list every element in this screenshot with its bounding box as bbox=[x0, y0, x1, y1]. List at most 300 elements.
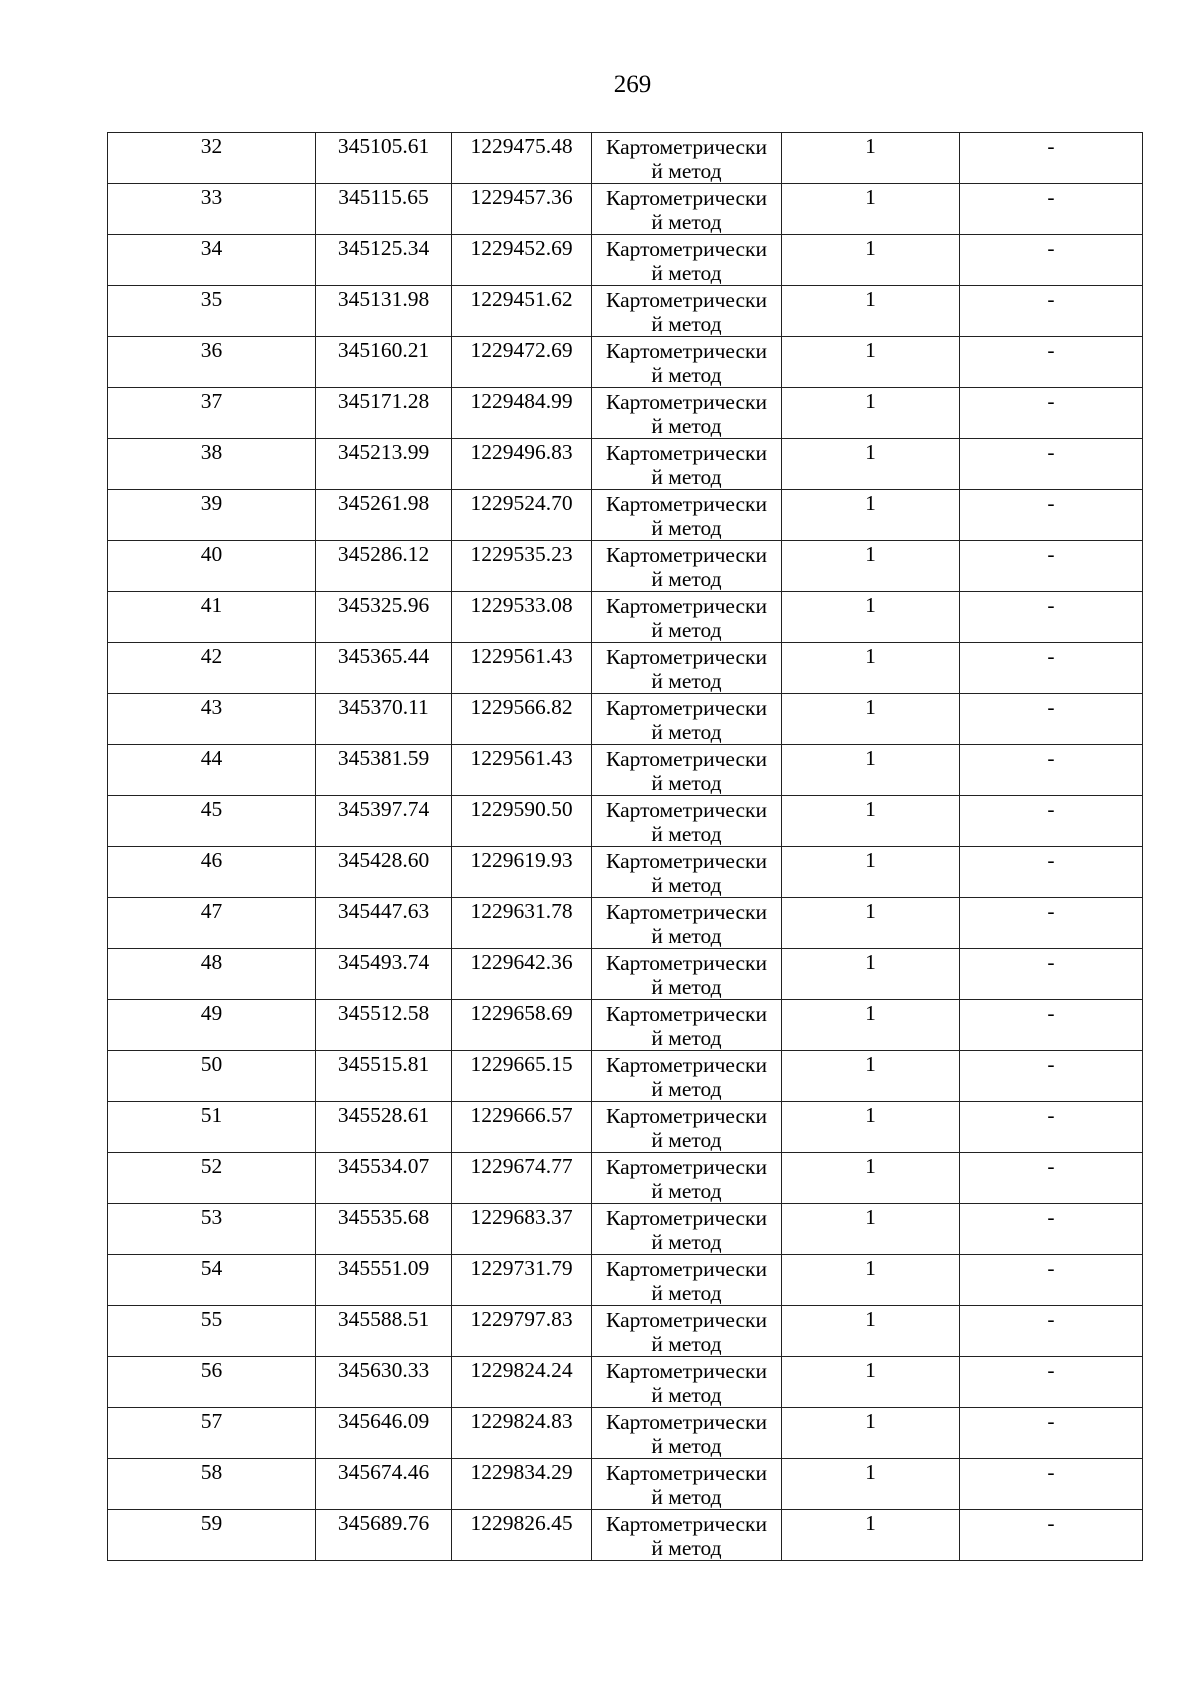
accuracy-cell-text: 1 bbox=[865, 338, 876, 362]
point-number-cell-text: 34 bbox=[200, 236, 223, 260]
method-cell bbox=[592, 541, 782, 592]
x-coordinate-cell-text: 345515.81 bbox=[337, 1052, 430, 1076]
y-coordinate-cell bbox=[452, 592, 592, 643]
method-line-1: Картометрически bbox=[606, 492, 767, 516]
note-cell bbox=[960, 1510, 1143, 1561]
method-cell bbox=[592, 1510, 782, 1561]
note-cell bbox=[960, 1408, 1143, 1459]
note-cell bbox=[960, 949, 1143, 1000]
note-cell-text: - bbox=[1047, 491, 1055, 515]
point-number-cell bbox=[108, 1102, 316, 1153]
method-line-2: й метод bbox=[651, 822, 722, 846]
x-coordinate-cell-text: 345447.63 bbox=[337, 899, 430, 923]
table-row bbox=[108, 541, 1143, 592]
accuracy-cell-text: 1 bbox=[865, 1052, 876, 1076]
method-cell bbox=[592, 796, 782, 847]
accuracy-cell-text: 1 bbox=[865, 848, 876, 872]
accuracy-cell-text: 1 bbox=[865, 1256, 876, 1280]
point-number-cell-text: 39 bbox=[200, 491, 223, 515]
y-coordinate-cell bbox=[452, 133, 592, 184]
y-coordinate-cell-text: 1229496.83 bbox=[470, 440, 573, 464]
note-cell bbox=[960, 1153, 1143, 1204]
point-number-cell-text: 37 bbox=[200, 389, 223, 413]
x-coordinate-cell bbox=[316, 745, 452, 796]
note-cell-text: - bbox=[1047, 1256, 1055, 1280]
y-coordinate-cell bbox=[452, 796, 592, 847]
method-line-2: й метод bbox=[651, 1281, 722, 1305]
accuracy-cell-text: 1 bbox=[865, 1307, 876, 1331]
note-cell bbox=[960, 439, 1143, 490]
note-cell-text: - bbox=[1047, 542, 1055, 566]
note-cell-text: - bbox=[1047, 1001, 1055, 1025]
x-coordinate-cell-text: 345428.60 bbox=[337, 848, 430, 872]
x-coordinate-cell bbox=[316, 1204, 452, 1255]
method-line-2: й метод bbox=[651, 669, 722, 693]
accuracy-cell bbox=[782, 235, 960, 286]
note-cell bbox=[960, 337, 1143, 388]
table-row bbox=[108, 286, 1143, 337]
accuracy-cell-text: 1 bbox=[865, 1460, 876, 1484]
method-cell bbox=[592, 1306, 782, 1357]
accuracy-cell bbox=[782, 1357, 960, 1408]
method-cell bbox=[592, 388, 782, 439]
note-cell bbox=[960, 184, 1143, 235]
point-number-cell-text: 52 bbox=[200, 1154, 223, 1178]
x-coordinate-cell bbox=[316, 592, 452, 643]
method-line-1: Картометрически bbox=[606, 798, 767, 822]
accuracy-cell bbox=[782, 1459, 960, 1510]
method-line-1: Картометрически bbox=[606, 645, 767, 669]
point-number-cell-text: 45 bbox=[200, 797, 223, 821]
y-coordinate-cell-text: 1229451.62 bbox=[470, 287, 573, 311]
note-cell bbox=[960, 1204, 1143, 1255]
point-number-cell-text: 51 bbox=[200, 1103, 223, 1127]
method-line-1: Картометрически bbox=[606, 1257, 767, 1281]
x-coordinate-cell-text: 345115.65 bbox=[338, 185, 429, 209]
method-cell bbox=[592, 439, 782, 490]
point-number-cell bbox=[108, 745, 316, 796]
table-row bbox=[108, 184, 1143, 235]
method-line-2: й метод bbox=[651, 363, 722, 387]
accuracy-cell-text: 1 bbox=[865, 746, 876, 770]
note-cell-text: - bbox=[1047, 797, 1055, 821]
method-cell bbox=[592, 1357, 782, 1408]
x-coordinate-cell bbox=[316, 1153, 452, 1204]
method-line-1: Картометрически bbox=[606, 1053, 767, 1077]
method-cell bbox=[592, 694, 782, 745]
y-coordinate-cell-text: 1229642.36 bbox=[470, 950, 573, 974]
accuracy-cell bbox=[782, 847, 960, 898]
method-cell bbox=[592, 490, 782, 541]
x-coordinate-cell bbox=[316, 235, 452, 286]
point-number-cell-text: 56 bbox=[200, 1358, 223, 1382]
table-row bbox=[108, 1255, 1143, 1306]
method-cell bbox=[592, 1408, 782, 1459]
y-coordinate-cell-text: 1229535.23 bbox=[470, 542, 573, 566]
point-number-cell-text: 36 bbox=[200, 338, 223, 362]
x-coordinate-cell bbox=[316, 1510, 452, 1561]
note-cell-text: - bbox=[1047, 1511, 1055, 1535]
x-coordinate-cell-text: 345630.33 bbox=[337, 1358, 430, 1382]
y-coordinate-cell-text: 1229666.57 bbox=[470, 1103, 573, 1127]
table-row bbox=[108, 1459, 1143, 1510]
accuracy-cell bbox=[782, 1306, 960, 1357]
accuracy-cell bbox=[782, 1204, 960, 1255]
note-cell-text: - bbox=[1047, 236, 1055, 260]
method-line-1: Картометрически bbox=[606, 747, 767, 771]
note-cell bbox=[960, 592, 1143, 643]
x-coordinate-cell-text: 345534.07 bbox=[337, 1154, 430, 1178]
table-row bbox=[108, 1306, 1143, 1357]
note-cell bbox=[960, 898, 1143, 949]
note-cell-text: - bbox=[1047, 1307, 1055, 1331]
x-coordinate-cell-text: 345261.98 bbox=[337, 491, 430, 515]
point-number-cell bbox=[108, 1306, 316, 1357]
method-line-2: й метод bbox=[651, 873, 722, 897]
x-coordinate-cell-text: 345160.21 bbox=[337, 338, 430, 362]
y-coordinate-cell-text: 1229561.43 bbox=[470, 644, 573, 668]
note-cell bbox=[960, 1102, 1143, 1153]
note-cell bbox=[960, 1000, 1143, 1051]
note-cell bbox=[960, 643, 1143, 694]
x-coordinate-cell bbox=[316, 490, 452, 541]
note-cell-text: - bbox=[1047, 746, 1055, 770]
method-line-2: й метод bbox=[651, 465, 722, 489]
point-number-cell-text: 48 bbox=[200, 950, 223, 974]
x-coordinate-cell-text: 345646.09 bbox=[337, 1409, 430, 1433]
method-line-2: й метод bbox=[651, 414, 722, 438]
accuracy-cell-text: 1 bbox=[865, 644, 876, 668]
accuracy-cell-text: 1 bbox=[865, 491, 876, 515]
note-cell bbox=[960, 388, 1143, 439]
method-line-2: й метод bbox=[651, 1230, 722, 1254]
note-cell-text: - bbox=[1047, 695, 1055, 719]
table-row bbox=[108, 388, 1143, 439]
method-cell bbox=[592, 235, 782, 286]
note-cell-text: - bbox=[1047, 287, 1055, 311]
method-cell bbox=[592, 1153, 782, 1204]
method-line-1: Картометрически bbox=[606, 1512, 767, 1536]
note-cell bbox=[960, 235, 1143, 286]
accuracy-cell bbox=[782, 1102, 960, 1153]
y-coordinate-cell bbox=[452, 184, 592, 235]
y-coordinate-cell bbox=[452, 388, 592, 439]
point-number-cell bbox=[108, 1459, 316, 1510]
y-coordinate-cell bbox=[452, 745, 592, 796]
table-row bbox=[108, 898, 1143, 949]
accuracy-cell-text: 1 bbox=[865, 185, 876, 209]
y-coordinate-cell bbox=[452, 694, 592, 745]
accuracy-cell-text: 1 bbox=[865, 1358, 876, 1382]
accuracy-cell-text: 1 bbox=[865, 1409, 876, 1433]
y-coordinate-cell-text: 1229683.37 bbox=[470, 1205, 573, 1229]
x-coordinate-cell bbox=[316, 1408, 452, 1459]
accuracy-cell-text: 1 bbox=[865, 1205, 876, 1229]
y-coordinate-cell bbox=[452, 1306, 592, 1357]
method-line-2: й метод bbox=[651, 567, 722, 591]
x-coordinate-cell-text: 345370.11 bbox=[338, 695, 429, 719]
y-coordinate-cell bbox=[452, 949, 592, 1000]
y-coordinate-cell bbox=[452, 439, 592, 490]
method-line-2: й метод bbox=[651, 771, 722, 795]
point-number-cell bbox=[108, 694, 316, 745]
table-body bbox=[108, 133, 1143, 1561]
accuracy-cell bbox=[782, 541, 960, 592]
y-coordinate-cell bbox=[452, 541, 592, 592]
accuracy-cell bbox=[782, 898, 960, 949]
method-cell bbox=[592, 133, 782, 184]
note-cell-text: - bbox=[1047, 134, 1055, 158]
method-line-1: Картометрически bbox=[606, 1206, 767, 1230]
point-number-cell-text: 44 bbox=[200, 746, 223, 770]
note-cell bbox=[960, 694, 1143, 745]
method-line-2: й метод bbox=[651, 924, 722, 948]
x-coordinate-cell bbox=[316, 541, 452, 592]
accuracy-cell-text: 1 bbox=[865, 1001, 876, 1025]
x-coordinate-cell bbox=[316, 796, 452, 847]
method-line-1: Картометрически bbox=[606, 1410, 767, 1434]
x-coordinate-cell bbox=[316, 1357, 452, 1408]
y-coordinate-cell-text: 1229457.36 bbox=[470, 185, 573, 209]
method-line-1: Картометрически bbox=[606, 1308, 767, 1332]
accuracy-cell bbox=[782, 1051, 960, 1102]
point-number-cell bbox=[108, 1357, 316, 1408]
y-coordinate-cell bbox=[452, 847, 592, 898]
table-row bbox=[108, 1153, 1143, 1204]
method-line-1: Картометрически bbox=[606, 951, 767, 975]
note-cell-text: - bbox=[1047, 593, 1055, 617]
method-line-1: Картометрически bbox=[606, 1104, 767, 1128]
point-number-cell-text: 59 bbox=[200, 1511, 223, 1535]
note-cell bbox=[960, 745, 1143, 796]
y-coordinate-cell bbox=[452, 643, 592, 694]
point-number-cell-text: 38 bbox=[200, 440, 223, 464]
y-coordinate-cell-text: 1229674.77 bbox=[470, 1154, 573, 1178]
y-coordinate-cell-text: 1229524.70 bbox=[470, 491, 573, 515]
page-number: 269 bbox=[613, 71, 652, 98]
method-line-1: Картометрически bbox=[606, 288, 767, 312]
y-coordinate-cell-text: 1229475.48 bbox=[470, 134, 573, 158]
y-coordinate-cell-text: 1229824.24 bbox=[470, 1358, 573, 1382]
accuracy-cell-text: 1 bbox=[865, 440, 876, 464]
x-coordinate-cell bbox=[316, 184, 452, 235]
note-cell-text: - bbox=[1047, 899, 1055, 923]
note-cell-text: - bbox=[1047, 1409, 1055, 1433]
y-coordinate-cell-text: 1229590.50 bbox=[470, 797, 573, 821]
x-coordinate-cell-text: 345512.58 bbox=[337, 1001, 430, 1025]
x-coordinate-cell bbox=[316, 439, 452, 490]
note-cell bbox=[960, 1051, 1143, 1102]
point-number-cell bbox=[108, 490, 316, 541]
y-coordinate-cell-text: 1229533.08 bbox=[470, 593, 573, 617]
method-line-1: Картометрически bbox=[606, 390, 767, 414]
point-number-cell bbox=[108, 235, 316, 286]
point-number-cell-text: 35 bbox=[200, 287, 223, 311]
point-number-cell-text: 41 bbox=[200, 593, 223, 617]
method-line-2: й метод bbox=[651, 975, 722, 999]
method-line-1: Картометрически bbox=[606, 135, 767, 159]
y-coordinate-cell-text: 1229665.15 bbox=[470, 1052, 573, 1076]
note-cell-text: - bbox=[1047, 1154, 1055, 1178]
table-row bbox=[108, 1102, 1143, 1153]
point-number-cell bbox=[108, 1255, 316, 1306]
note-cell-text: - bbox=[1047, 1052, 1055, 1076]
accuracy-cell bbox=[782, 388, 960, 439]
note-cell-text: - bbox=[1047, 338, 1055, 362]
table-row bbox=[108, 745, 1143, 796]
x-coordinate-cell bbox=[316, 1000, 452, 1051]
method-cell bbox=[592, 949, 782, 1000]
note-cell bbox=[960, 490, 1143, 541]
x-coordinate-cell bbox=[316, 1306, 452, 1357]
y-coordinate-cell bbox=[452, 286, 592, 337]
point-number-cell bbox=[108, 898, 316, 949]
point-number-cell-text: 47 bbox=[200, 899, 223, 923]
x-coordinate-cell-text: 345381.59 bbox=[337, 746, 430, 770]
note-cell-text: - bbox=[1047, 1205, 1055, 1229]
method-line-1: Картометрически bbox=[606, 1359, 767, 1383]
table-row bbox=[108, 1204, 1143, 1255]
point-number-cell-text: 40 bbox=[200, 542, 223, 566]
y-coordinate-cell-text: 1229826.45 bbox=[470, 1511, 573, 1535]
method-line-2: й метод bbox=[651, 1026, 722, 1050]
table-row bbox=[108, 643, 1143, 694]
y-coordinate-cell bbox=[452, 1459, 592, 1510]
method-line-2: й метод bbox=[651, 1536, 722, 1560]
x-coordinate-cell-text: 345674.46 bbox=[337, 1460, 430, 1484]
accuracy-cell bbox=[782, 490, 960, 541]
point-number-cell-text: 46 bbox=[200, 848, 223, 872]
accuracy-cell-text: 1 bbox=[865, 389, 876, 413]
y-coordinate-cell bbox=[452, 235, 592, 286]
y-coordinate-cell-text: 1229619.93 bbox=[470, 848, 573, 872]
point-number-cell bbox=[108, 1000, 316, 1051]
method-line-1: Картометрически bbox=[606, 237, 767, 261]
y-coordinate-cell bbox=[452, 1357, 592, 1408]
method-line-2: й метод bbox=[651, 618, 722, 642]
x-coordinate-cell-text: 345528.61 bbox=[337, 1103, 430, 1127]
y-coordinate-cell bbox=[452, 1102, 592, 1153]
table-row bbox=[108, 592, 1143, 643]
point-number-cell bbox=[108, 1408, 316, 1459]
y-coordinate-cell bbox=[452, 490, 592, 541]
x-coordinate-cell-text: 345588.51 bbox=[337, 1307, 430, 1331]
method-cell bbox=[592, 745, 782, 796]
method-line-2: й метод bbox=[651, 1128, 722, 1152]
y-coordinate-cell-text: 1229797.83 bbox=[470, 1307, 573, 1331]
y-coordinate-cell bbox=[452, 1204, 592, 1255]
point-number-cell-text: 55 bbox=[200, 1307, 223, 1331]
y-coordinate-cell-text: 1229452.69 bbox=[470, 236, 573, 260]
method-line-2: й метод bbox=[651, 1179, 722, 1203]
method-cell bbox=[592, 1204, 782, 1255]
x-coordinate-cell bbox=[316, 1051, 452, 1102]
y-coordinate-cell-text: 1229566.82 bbox=[470, 695, 573, 719]
x-coordinate-cell bbox=[316, 847, 452, 898]
x-coordinate-cell-text: 345286.12 bbox=[337, 542, 430, 566]
point-number-cell bbox=[108, 1153, 316, 1204]
table-row bbox=[108, 490, 1143, 541]
point-number-cell bbox=[108, 133, 316, 184]
accuracy-cell bbox=[782, 1408, 960, 1459]
method-line-1: Картометрически bbox=[606, 1002, 767, 1026]
x-coordinate-cell-text: 345325.96 bbox=[337, 593, 430, 617]
point-number-cell bbox=[108, 1510, 316, 1561]
method-line-1: Картометрически bbox=[606, 849, 767, 873]
point-number-cell bbox=[108, 337, 316, 388]
accuracy-cell-text: 1 bbox=[865, 695, 876, 719]
method-cell bbox=[592, 184, 782, 235]
note-cell-text: - bbox=[1047, 185, 1055, 209]
x-coordinate-cell-text: 345535.68 bbox=[337, 1205, 430, 1229]
method-cell bbox=[592, 1459, 782, 1510]
method-cell bbox=[592, 592, 782, 643]
method-line-1: Картометрически bbox=[606, 594, 767, 618]
table-row bbox=[108, 949, 1143, 1000]
table-row bbox=[108, 1051, 1143, 1102]
x-coordinate-cell bbox=[316, 898, 452, 949]
accuracy-cell-text: 1 bbox=[865, 287, 876, 311]
method-line-2: й метод bbox=[651, 1077, 722, 1101]
accuracy-cell bbox=[782, 694, 960, 745]
x-coordinate-cell-text: 345105.61 bbox=[337, 134, 430, 158]
y-coordinate-cell bbox=[452, 1408, 592, 1459]
method-line-1: Картометрически bbox=[606, 1461, 767, 1485]
note-cell-text: - bbox=[1047, 644, 1055, 668]
table-row bbox=[108, 796, 1143, 847]
accuracy-cell bbox=[782, 643, 960, 694]
y-coordinate-cell-text: 1229472.69 bbox=[470, 338, 573, 362]
point-number-cell bbox=[108, 949, 316, 1000]
accuracy-cell-text: 1 bbox=[865, 1511, 876, 1535]
method-line-1: Картометрически bbox=[606, 441, 767, 465]
method-line-2: й метод bbox=[651, 516, 722, 540]
point-number-cell-text: 33 bbox=[200, 185, 223, 209]
x-coordinate-cell-text: 345397.74 bbox=[337, 797, 430, 821]
method-line-2: й метод bbox=[651, 1383, 722, 1407]
point-number-cell bbox=[108, 388, 316, 439]
accuracy-cell-text: 1 bbox=[865, 134, 876, 158]
table-row bbox=[108, 694, 1143, 745]
method-line-1: Картометрически bbox=[606, 900, 767, 924]
x-coordinate-cell-text: 345551.09 bbox=[337, 1256, 430, 1280]
x-coordinate-cell-text: 345131.98 bbox=[337, 287, 430, 311]
accuracy-cell bbox=[782, 745, 960, 796]
note-cell bbox=[960, 286, 1143, 337]
y-coordinate-cell-text: 1229484.99 bbox=[470, 389, 573, 413]
method-cell bbox=[592, 286, 782, 337]
point-number-cell bbox=[108, 847, 316, 898]
method-cell bbox=[592, 847, 782, 898]
method-line-1: Картометрически bbox=[606, 543, 767, 567]
point-number-cell-text: 43 bbox=[200, 695, 223, 719]
method-line-2: й метод bbox=[651, 1485, 722, 1509]
note-cell bbox=[960, 1255, 1143, 1306]
point-number-cell-text: 58 bbox=[200, 1460, 223, 1484]
accuracy-cell bbox=[782, 439, 960, 490]
note-cell-text: - bbox=[1047, 950, 1055, 974]
accuracy-cell bbox=[782, 1000, 960, 1051]
table-row bbox=[108, 439, 1143, 490]
point-number-cell bbox=[108, 1051, 316, 1102]
y-coordinate-cell-text: 1229561.43 bbox=[470, 746, 573, 770]
method-cell bbox=[592, 337, 782, 388]
point-number-cell bbox=[108, 1204, 316, 1255]
method-cell bbox=[592, 1000, 782, 1051]
accuracy-cell-text: 1 bbox=[865, 1154, 876, 1178]
accuracy-cell bbox=[782, 1510, 960, 1561]
x-coordinate-cell-text: 345689.76 bbox=[337, 1511, 430, 1535]
